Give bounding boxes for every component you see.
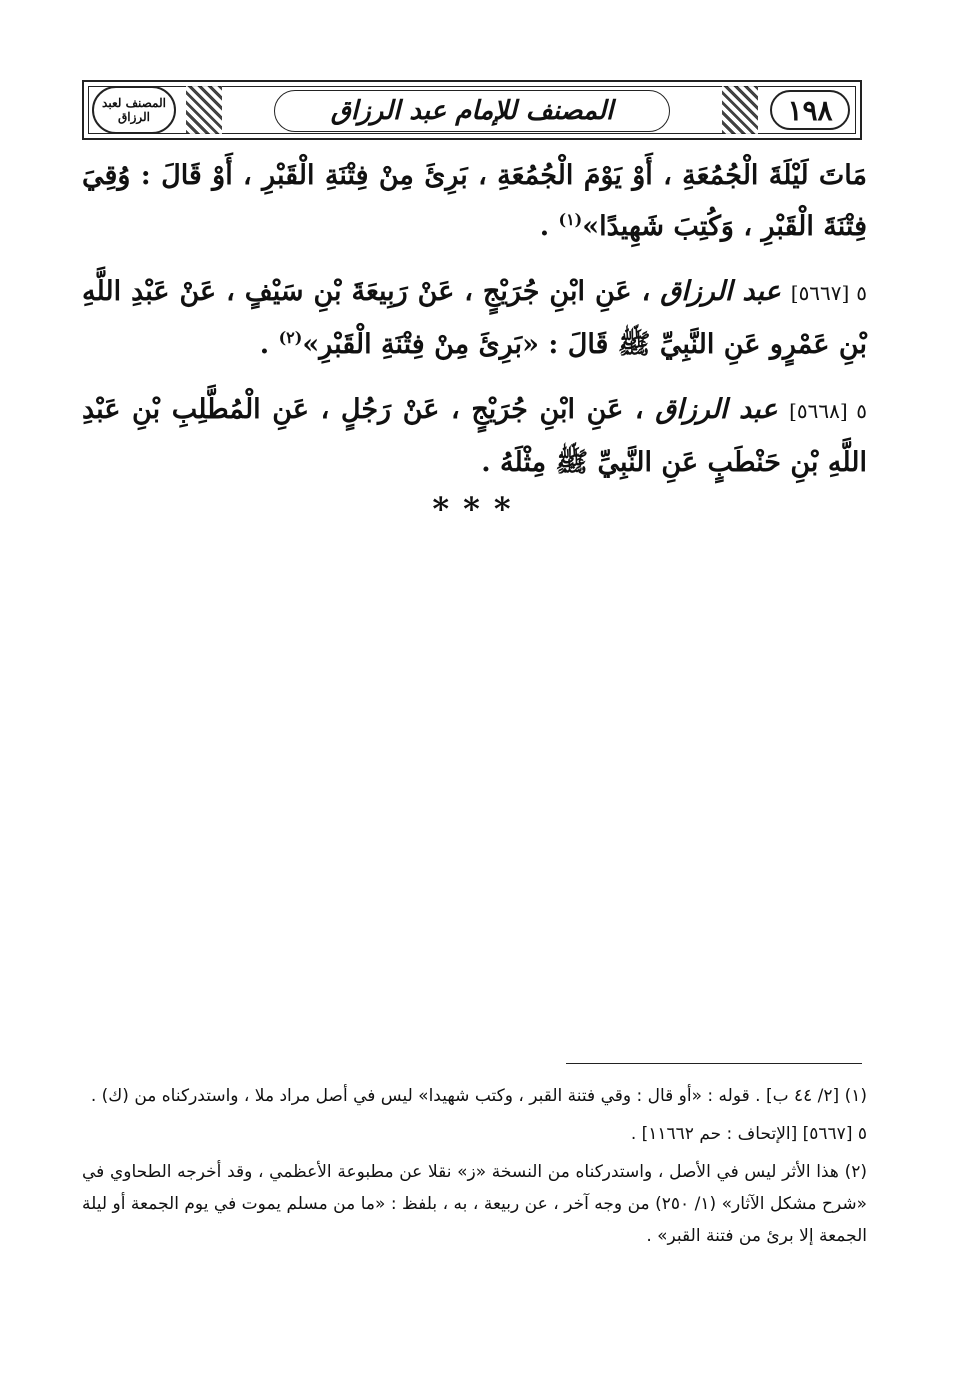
- footnotes: [82, 1080, 867, 1258]
- footnote: ٥ [٥٦٦٧] [الإتحاف : حم ١١٦٦٢] .: [630, 1124, 867, 1144]
- footnote: (١) [٢/ ٤٤ ب] . قوله : «أو قال : وقي فتنة القبر ، وكتب شهيدا» ليس في أصل مراد ملا ، واستدركناه من (ك) .: [90, 1086, 867, 1106]
- hadith-end: .: [539, 211, 559, 242]
- running-title-text: المصنف للإمام عبد الرزاق: [330, 96, 614, 126]
- ornament-right-icon: [722, 86, 758, 134]
- hadith-paragraph: [82, 384, 867, 488]
- narrator-name: عبد الرزاق: [655, 394, 778, 425]
- hadith-number: ٥ [٥٦٦٧]: [790, 281, 867, 305]
- ornament-left-icon: [186, 86, 222, 134]
- hadith-paragraph: [82, 150, 867, 252]
- main-text: [82, 150, 867, 502]
- narrator-name: عبد الرزاق: [660, 276, 781, 307]
- hadith-text: ، عَنِ ابْنِ جُرَيْجٍ ، عَنْ رَبِيعَةَ بْنِ سَيْفٍ ، عَنْ عَبْدِ اللَّهِ بْنِ عَمْرٍو عَنِ النَّبِيِّ ﷺ قَالَ : «بَرِئَ مِنْ فِتْنَةِ الْقَبْرِ»: [82, 276, 867, 360]
- running-title: [274, 90, 670, 132]
- book-emblem-text: المصنف لعبد الرزاق: [102, 96, 166, 124]
- page-header: [82, 80, 862, 140]
- hadith-end: .: [259, 329, 279, 360]
- footnote-ref: (١): [558, 210, 583, 229]
- page-number: ١٩٨: [770, 90, 850, 130]
- hadith-paragraph: [82, 266, 867, 370]
- hadith-number: ٥ [٥٦٦٨]: [789, 399, 867, 423]
- book-emblem: [92, 86, 176, 134]
- footnote-rule: [566, 1063, 862, 1064]
- hadith-end: .: [481, 447, 501, 478]
- section-separator: ***: [432, 490, 525, 528]
- hadith-text: مَاتَ لَيْلَةَ الْجُمُعَةِ ، أَوْ يَوْمَ الْجُمُعَةِ ، بَرِئَ مِنْ فِتْنَةِ الْقَبْرِ ، أَوْ قَالَ : وُقِيَ فِتْنَةَ الْقَبْرِ ، وَكُتِبَ شَهِيدًا»: [82, 160, 867, 242]
- footnote-ref: (٢): [278, 328, 303, 347]
- hadith-text: ، عَنِ ابْنِ جُرَيْجٍ ، عَنْ رَجُلٍ ، عَنِ الْمُطَّلِبِ بْنِ عَبْدِ اللَّهِ بْنِ حَنْطَبٍ عَنِ النَّبِيِّ ﷺ مِثْلَهُ: [82, 394, 867, 478]
- footnote: (٢) هذا الأثر ليس في الأصل ، واستدركناه من النسخة «ز» نقلا عن مطبوعة الأعظمي ، وقد أخرجه الطحاوي في «شرح مشكل الآثار» (١/ ٢٥٠) من وجه آخر ، عن ربيعة ، به ، بلفظ : «ما من مسلم يموت في يوم الجمعة أو ليلة الجمعة إلا برئ من فتنة القبر» .: [82, 1162, 867, 1246]
